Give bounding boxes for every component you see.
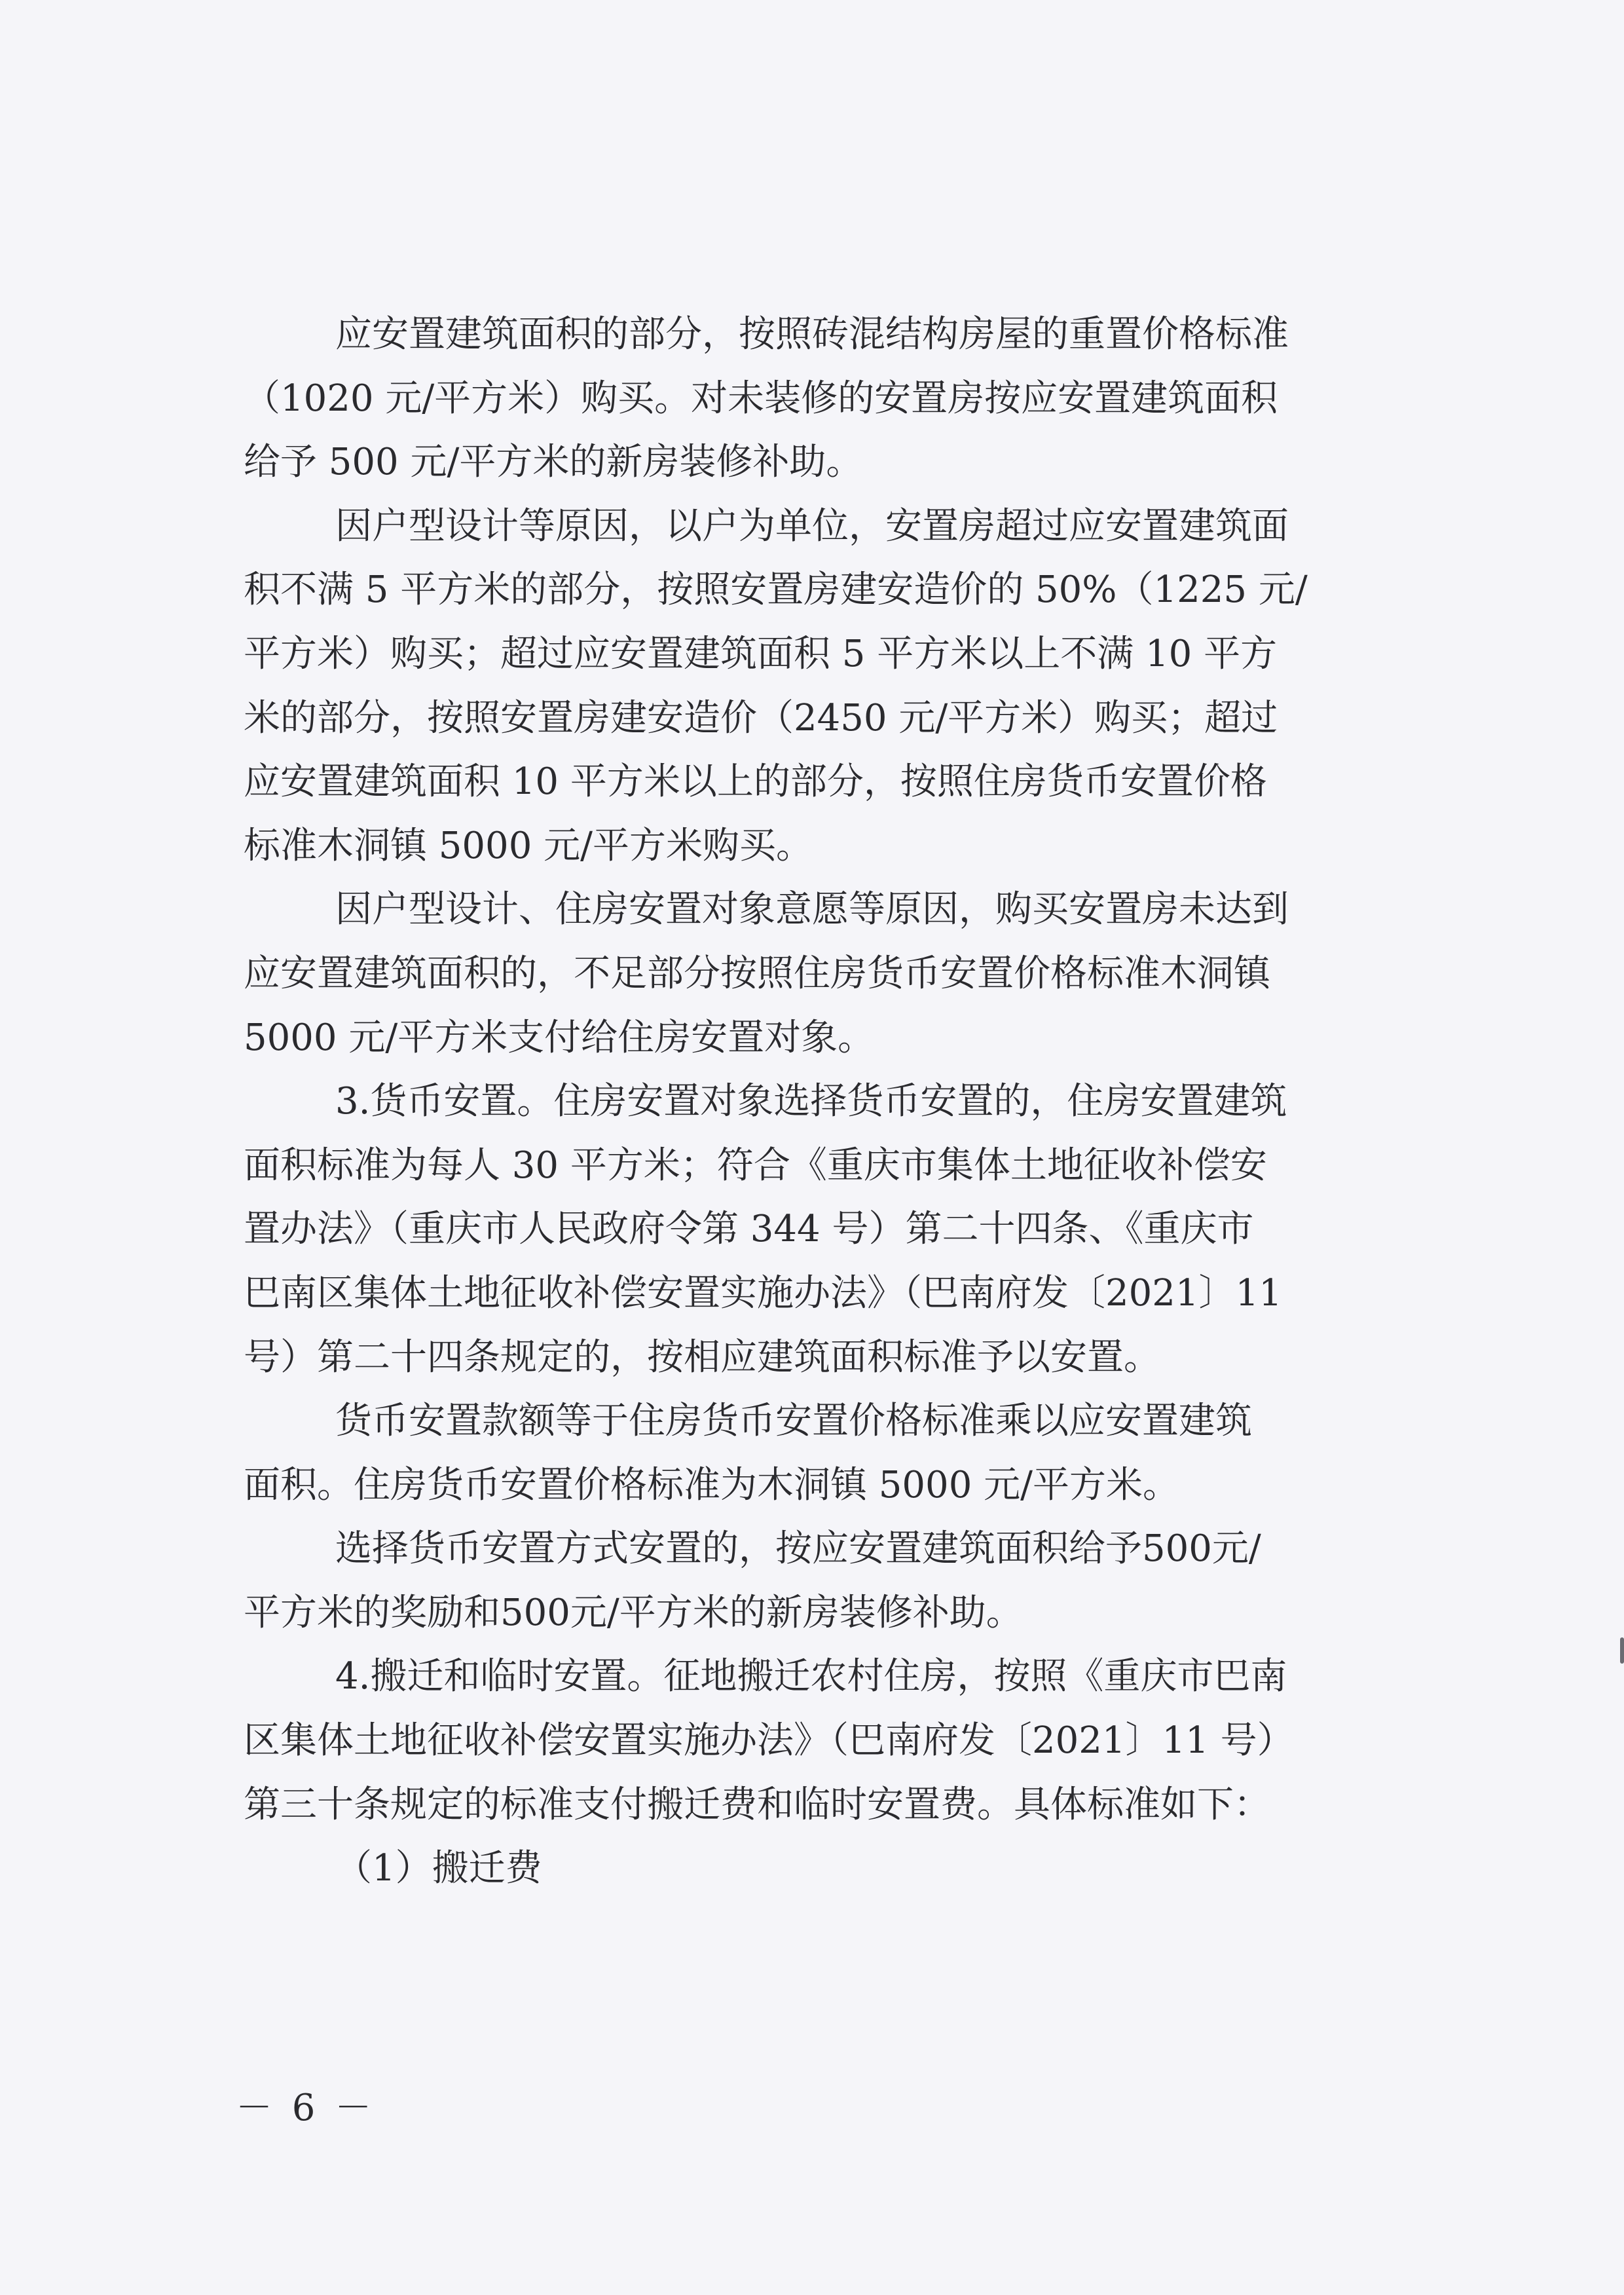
section-relocation — [244, 1645, 1445, 1837]
text-line: 3.货币安置。住房安置对象选择货币安置的，住房安置建筑 — [335, 1080, 1287, 1123]
text-line: 平方米）购买；超过应安置建筑面积 5 平方米以上不满 10 平方 — [244, 632, 1278, 675]
text-line: 货币安置款额等于住房货币安置价格标准乘以应安置建筑 — [335, 1400, 1252, 1443]
text-line: （1020 元/平方米）购买。对未装修的安置房按应安置建筑面积 — [244, 377, 1278, 420]
text-line: 面积标准为每人 30 平方米；符合《重庆市集体土地征收补偿安 — [244, 1144, 1267, 1187]
paragraph — [244, 494, 1445, 878]
paragraph — [244, 1389, 1445, 1517]
text-line: 4.搬迁和临时安置。征地搬迁农村住房，按照《重庆市巴南 — [335, 1655, 1287, 1698]
scan-edge-mark — [1620, 1637, 1624, 1664]
text-line: 区集体土地征收补偿安置实施办法》（巴南府发〔2021〕11 号） — [244, 1719, 1294, 1763]
text-line: 5000 元/平方米支付给住房安置对象。 — [244, 1016, 875, 1059]
text-line: 标准木洞镇 5000 元/平方米购买。 — [244, 824, 813, 867]
text-line: 应安置建筑面积 10 平方米以上的部分，按照住房货币安置价格 — [244, 760, 1267, 804]
text-line: 应安置建筑面积的，不足部分按照住房货币安置价格标准木洞镇 — [244, 952, 1270, 995]
paragraph — [244, 878, 1445, 1070]
text-line: （1）搬迁费 — [335, 1847, 542, 1890]
text-line: 号）第二十四条规定的，按相应建筑面积标准予以安置。 — [244, 1335, 1160, 1379]
text-line: 因户型设计、住房安置对象意愿等原因，购买安置房未达到 — [335, 888, 1289, 931]
section-money-settlement — [244, 1070, 1445, 1389]
paragraph — [244, 1517, 1445, 1645]
paragraph — [244, 303, 1445, 494]
text-line: 置办法》（重庆市人民政府令第 344 号）第二十四条、《重庆市 — [244, 1208, 1254, 1251]
text-line: 平方米的奖励和500元/平方米的新房装修补助。 — [244, 1591, 1023, 1634]
page-number: － 6 － — [236, 2087, 376, 2129]
text-line: 应安置建筑面积的部分，按照砖混结构房屋的重置价格标准 — [335, 313, 1289, 356]
text-line: 给予 500 元/平方米的新房装修补助。 — [244, 441, 863, 484]
text-line: 巴南区集体土地征收补偿安置实施办法》（巴南府发〔2021〕11 — [244, 1271, 1282, 1315]
text-line: 第三十条规定的标准支付搬迁费和临时安置费。具体标准如下： — [244, 1783, 1270, 1826]
document-body — [244, 303, 1445, 1901]
text-line: 积不满 5 平方米的部分，按照安置房建安造价的 50%（1225 元/ — [244, 569, 1308, 612]
text-line: 选择货币安置方式安置的，按应安置建筑面积给予500元/ — [335, 1527, 1261, 1571]
text-line: 面积。住房货币安置价格标准为木洞镇 5000 元/平方米。 — [244, 1463, 1179, 1506]
text-line: 米的部分，按照安置房建安造价（2450 元/平方米）购买；超过 — [244, 696, 1278, 739]
subsection-heading — [244, 1837, 1445, 1901]
text-line: 因户型设计等原因，以户为单位，安置房超过应安置建筑面 — [335, 504, 1289, 548]
